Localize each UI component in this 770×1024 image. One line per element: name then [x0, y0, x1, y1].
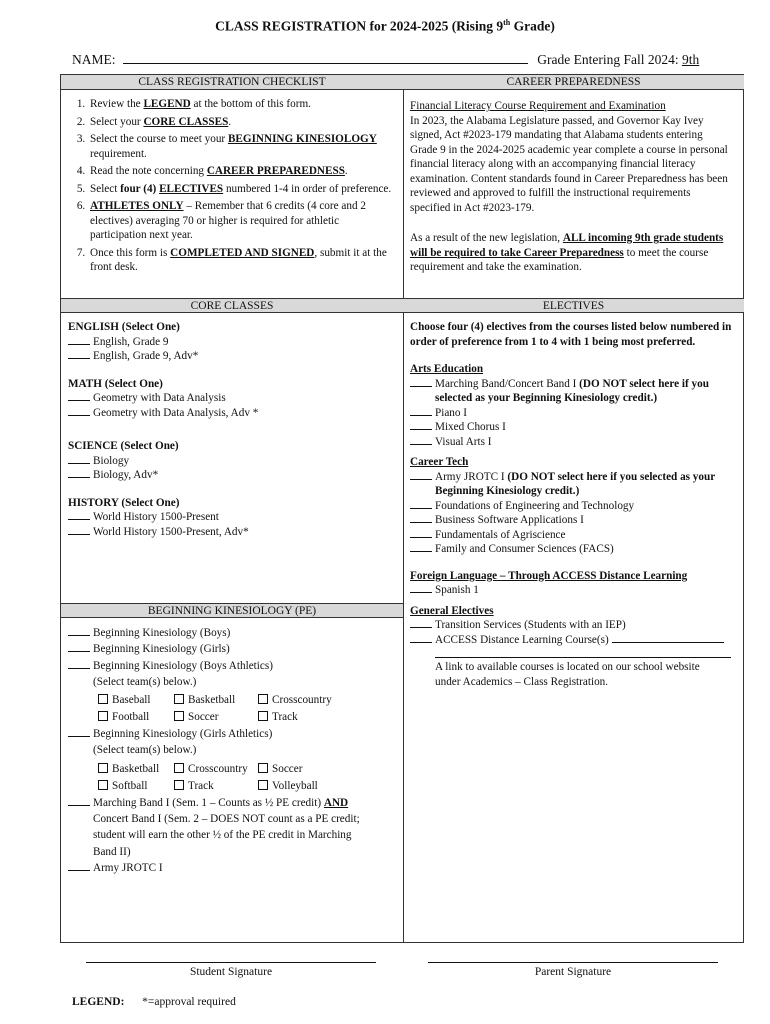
core-header: CORE CLASSES: [61, 298, 403, 313]
history-heading: HISTORY (Select One): [68, 496, 180, 509]
core-classes: [68, 320, 398, 539]
link-note: A link to available courses is located on our school website under Academics – Class Registration.: [435, 661, 700, 688]
checkbox-icon[interactable]: [174, 694, 184, 704]
team-checkbox[interactable]: Baseball: [98, 692, 174, 709]
checkbox-icon[interactable]: [174, 763, 184, 773]
checkbox-icon[interactable]: [98, 711, 108, 721]
checkbox-icon[interactable]: [98, 694, 108, 704]
checklist-header: CLASS REGISTRATION CHECKLIST: [61, 75, 403, 90]
pe-option[interactable]: Beginning Kinesiology (Boys Athletics): [68, 658, 398, 674]
checklist-item: 6. ATHLETES ONLY – Remember that 6 credits (4 core and 2 electives) averaging 70 or higher is required for athletic participation next year.: [88, 199, 397, 243]
checklist-item: 3. Select the course to meet your BEGINNING KINESIOLOGY requirement.: [88, 132, 397, 161]
career-body: In 2023, the Alabama Legislature passed, and Governor Kay Ivey signed, Act #2023-179 mandating that Alabama students entering Grade 9 in the 2024-2025 academic year complete a course in personal financial literacy along with an accompanying financial literacy examination. Content standards found in Career Preparedness has been reviewed and approved to fulfill the instructional requirements specified in Act #2023-179.: [410, 114, 728, 214]
checkbox-icon[interactable]: [98, 780, 108, 790]
elective-option[interactable]: Fundamentals of Agriscience: [410, 528, 740, 543]
arts-heading: Arts Education: [410, 363, 484, 375]
select-teams-note: (Select team(s) below.): [93, 744, 197, 757]
team-checkbox[interactable]: Volleyball: [258, 778, 368, 795]
legend: [72, 996, 236, 1008]
band-note: Concert Band I (Sem. 2 – DOES NOT count as a PE credit; student will earn the other ½ of the PE credit in Marching Band II): [93, 813, 360, 858]
core-option[interactable]: World History 1500-Present: [68, 510, 398, 525]
electives-header: ELECTIVES: [403, 298, 744, 313]
checklist-item: 2. Select your CORE CLASSES.: [88, 115, 397, 130]
elective-option[interactable]: Piano I: [410, 406, 740, 421]
checklist-item: 1. Review the LEGEND at the bottom of this form.: [88, 97, 397, 112]
team-checkbox[interactable]: Crosscountry: [174, 761, 258, 778]
team-checkbox[interactable]: Basketball: [174, 692, 258, 709]
career-header: CAREER PREPAREDNESS: [403, 75, 744, 90]
kinesiology-options: [68, 625, 398, 876]
team-checkbox[interactable]: Crosscountry: [258, 692, 368, 709]
access-course-line[interactable]: [435, 647, 731, 658]
team-checkbox[interactable]: Track: [258, 709, 368, 726]
pe-option[interactable]: Beginning Kinesiology (Girls Athletics): [68, 726, 398, 742]
checkbox-icon[interactable]: [174, 711, 184, 721]
checkbox-icon[interactable]: [258, 780, 268, 790]
core-option[interactable]: Geometry with Data Analysis: [68, 391, 398, 406]
elective-option[interactable]: Spanish 1: [410, 583, 740, 598]
elective-option[interactable]: Visual Arts I: [410, 435, 740, 450]
elective-option[interactable]: Marching Band/Concert Band I (DO NOT select here if you selected as your Beginning Kinesiology credit.): [410, 377, 740, 406]
electives: [410, 320, 740, 689]
team-checkbox[interactable]: Softball: [98, 778, 174, 795]
checklist-item: 4. Read the note concerning CAREER PREPAREDNESS.: [88, 164, 397, 179]
checkbox-icon[interactable]: [258, 763, 268, 773]
boys-teams: [98, 692, 398, 726]
name-field[interactable]: [123, 50, 528, 64]
name-row: [72, 50, 712, 68]
girls-teams: [98, 761, 398, 795]
career-note: [410, 99, 730, 275]
checkbox-icon[interactable]: [174, 780, 184, 790]
core-option[interactable]: English, Grade 9: [68, 335, 398, 350]
select-teams-note: (Select team(s) below.): [93, 675, 197, 688]
career-result: As a result of the new legislation, ALL incoming 9th grade students will be required to take Career Preparedness to meet the course requirement and take the examination.: [410, 232, 724, 273]
checkbox-icon[interactable]: [258, 711, 268, 721]
elective-option[interactable]: Transition Services (Students with an IEP): [410, 618, 740, 633]
career-tech-heading: Career Tech: [410, 456, 469, 468]
pe-option[interactable]: Marching Band I (Sem. 1 – Counts as ½ PE credit) AND: [68, 795, 398, 811]
elective-option[interactable]: Army JROTC I (DO NOT select here if you selected as your Beginning Kinesiology credit.): [410, 470, 740, 499]
grade-value: 9th: [681, 52, 700, 67]
parent-signature[interactable]: Parent Signature: [428, 962, 718, 978]
legend-text: *=approval required: [142, 996, 236, 1008]
core-option[interactable]: English, Grade 9, Adv*: [68, 349, 398, 364]
checkbox-icon[interactable]: [258, 694, 268, 704]
checklist-item: 7. Once this form is COMPLETED AND SIGNED, submit it at the front desk.: [88, 246, 397, 275]
core-option[interactable]: World History 1500-Present, Adv*: [68, 525, 398, 540]
core-option[interactable]: Geometry with Data Analysis, Adv *: [68, 406, 398, 421]
team-checkbox[interactable]: Football: [98, 709, 174, 726]
team-checkbox[interactable]: Soccer: [258, 761, 368, 778]
career-heading: Financial Literacy Course Requirement and Examination: [410, 100, 666, 112]
kinesiology-header: BEGINNING KINESIOLOGY (PE): [61, 603, 403, 618]
pe-option[interactable]: Beginning Kinesiology (Girls): [68, 641, 398, 657]
grade-label: Grade Entering Fall 2024:: [537, 52, 679, 67]
english-heading: ENGLISH (Select One): [68, 321, 180, 333]
general-electives-heading: General Electives: [410, 604, 494, 617]
electives-intro: Choose four (4) electives from the courses listed below numbered in order of preference from 1 to 4 with 1 being most preferred.: [410, 321, 732, 348]
checklist: [67, 97, 397, 278]
elective-option[interactable]: Business Software Applications I: [410, 513, 740, 528]
form-title: CLASS REGISTRATION for 2024-2025 (Rising 9th Grade): [215, 18, 555, 34]
checkbox-icon[interactable]: [98, 763, 108, 773]
elective-option[interactable]: Mixed Chorus I: [410, 420, 740, 435]
elective-option[interactable]: Family and Consumer Sciences (FACS): [410, 542, 740, 557]
pe-option[interactable]: Beginning Kinesiology (Boys): [68, 625, 398, 641]
registration-grid: [60, 74, 744, 943]
team-checkbox[interactable]: Basketball: [98, 761, 174, 778]
science-heading: SCIENCE (Select One): [68, 440, 179, 452]
core-option[interactable]: Biology, Adv*: [68, 468, 398, 483]
elective-option[interactable]: Foundations of Engineering and Technology: [410, 499, 740, 514]
elective-option[interactable]: ACCESS Distance Learning Course(s): [410, 633, 740, 648]
core-option[interactable]: Biology: [68, 454, 398, 469]
legend-label: LEGEND:: [72, 996, 125, 1008]
math-heading: MATH (Select One): [68, 377, 163, 390]
foreign-language-heading: Foreign Language – Through ACCESS Distance Learning: [410, 569, 688, 582]
team-checkbox[interactable]: Soccer: [174, 709, 258, 726]
student-signature[interactable]: Student Signature: [86, 962, 376, 978]
checklist-item: 5. Select four (4) ELECTIVES numbered 1-4 in order of preference.: [88, 182, 397, 197]
pe-option[interactable]: Army JROTC I: [68, 860, 398, 876]
team-checkbox[interactable]: Track: [174, 778, 258, 795]
name-label: NAME:: [72, 52, 116, 67]
